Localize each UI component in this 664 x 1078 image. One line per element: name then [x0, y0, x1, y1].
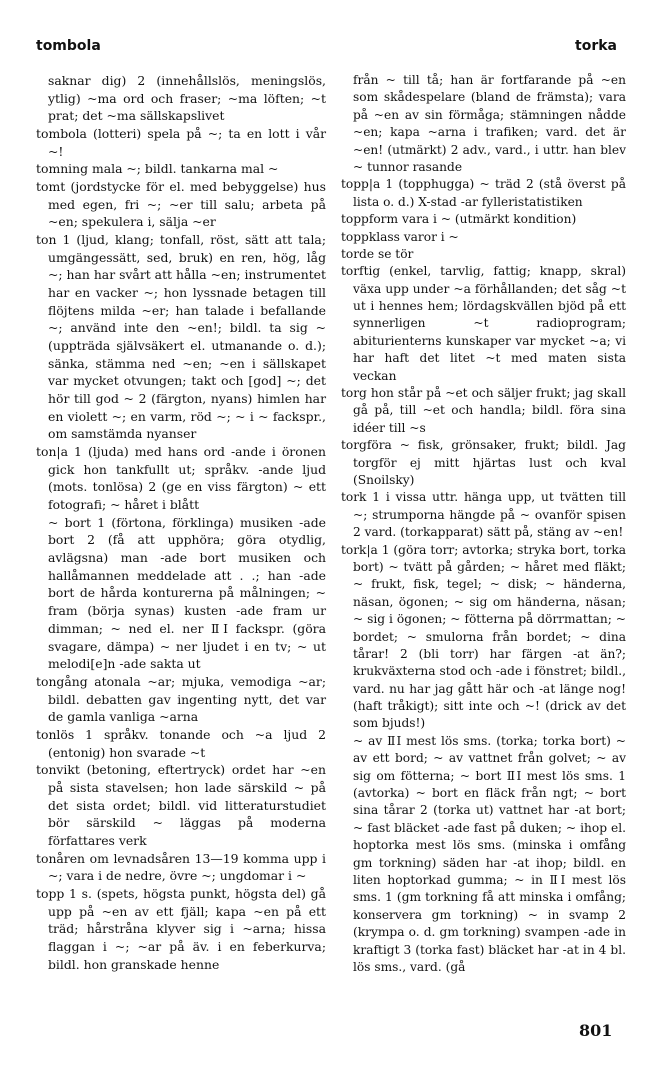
- entry-tonlos: tonlös 1 språkv. tonande och ~a ljud 2 (entonig) hon svarade ~t: [36, 726, 326, 760]
- entry-toppform: toppform vara i ~ (utmärkt kondition): [341, 212, 577, 227]
- entry-torka: tork|a 1 (göra torr; avtorka; stryka bort, torka bort) ~ tvätt på gården; ~ håret med fläkt; ~ frukt, fisk, tegel; ~ disk; ~ händerna, näsan, ögonen; ~ sig om händerna, näsan; ~ sig i ögonen; ~ fötterna på dörrmattan; ~ bordet; ~ smulorna från bordet; ~ dina tårar! 2 (bli torr) har färgen -at än?; krukväxterna stod och -ade i fönstret; bildl., vard. nu har jag gått här och -at länge nog! (haft tråkigt); sitt inte och ~! (drick av det som bjuds!): [341, 542, 626, 731]
- entry-tonvikt: tonvikt (betoning, eftertryck) ordet har ~en på sista stavelsen; hon lade särskild ~ på det sista ordet; bildl. vid litteraturstudiet bör särskild ~ läggas på moderna författares verk: [36, 762, 326, 848]
- entry-continuation: från ~ till tå; han är fortfarande på ~en som skådespelare (bland de främsta); vara på ~en av sin förmåga; stämningen nådde ~en; kapa ~arna i trafiken; vard. det är ~en! (utmärkt) 2 adv., vard., i uttr. han blev ~ tunnor rasande: [353, 73, 626, 174]
- running-head-right: torka: [575, 38, 617, 54]
- left-column: [36, 72, 326, 973]
- entry-toppklass: toppklass varor i ~: [341, 229, 459, 244]
- entry-torde: torde se tör: [341, 246, 414, 261]
- running-head-left: tombola: [36, 38, 101, 54]
- entry-tona: ton|a 1 (ljuda) med hans ord -ande i öronen gick hon tankfullt ut; språkv. -ande ljud (mots. tonlösa) 2 (ge en viss färgton) ~ ett fotografi; ~ håret i blått: [36, 444, 326, 513]
- page-number: 801: [579, 1021, 613, 1040]
- entry-toppa: topp|a 1 (topphugga) ~ träd 2 (stå överst på lista o. d.) X-stad -ar fylleristatistiken: [341, 177, 626, 209]
- right-column: [341, 72, 626, 976]
- entry-tongang: tongång atonala ~ar; mjuka, vemodiga ~ar; bildl. debatten gav ingenting nytt, det var de gamla vanliga ~arna: [36, 673, 326, 725]
- entry-torg: torg hon står på ~et och säljer frukt; jag skall gå på, till ~et och handla; bildl. föra sina idéer till ~s: [341, 386, 626, 435]
- entry-tonaren: tonåren om levnadsåren 13—19 komma upp i ~; vara i de nedre, övre ~; ungdomar i ~: [36, 850, 326, 884]
- entry-continuation: saknar dig) 2 (innehållslös, meningslös, ytlig) ~ma ord och fraser; ~ma löften; ~t prat; det ~ma sällskapslivet: [48, 73, 326, 124]
- entry-torka-particles: ~ av ⅡI mest lös sms. (torka; torka bort) ~ av ett bord; ~ av vattnet från golvet; ~ av sig om fötterna; ~ bort ⅡI mest lös sms. 1 (avtorka) ~ bort en fläck från ngt; ~ bort sina tårar 2 (torka ut) vattnet har -at bort; ~ fast bläcket -ade fast på duken; ~ ihop el. hoptorka mest lös sms. (minska i omfång gm torkning) säden har -at ihop; bildl. en liten hoptorkad gumma; ~ in ⅡI mest lös sms. 1 (gm torkning få att minska i omfång; konservera gm torkning) ~ in svamp 2 (krympa o. d. gm torkning) svampen -ade in kraftigt 3 (torka fast) bläcket har -at in 4 bl. lös sms., vard. (gå: [353, 733, 626, 974]
- entry-tombola: tombola (lotteri) spela på ~; ta en lott i vår ~!: [36, 126, 326, 159]
- entry-tomt: tomt (jordstycke för el. med bebyggelse) hus med egen, fri ~; ~er till salu; arbeta på ~en; spekulera i, sälja ~er: [36, 179, 326, 230]
- entry-torftig: torftig (enkel, tarvlig, fattig; knapp, skral) växa upp under ~a förhållanden; det såg ~t ut i hennes hem; lördagskvällen bjöd på ett synnerligen ~t radioprogram; abiturienterns kunskaper var mycket ~a; vi har haft det litet ~t med maten sista veckan: [341, 264, 626, 383]
- entry-tona-particles: ~ bort 1 (förtona, förklinga) musiken -ade bort 2 (få att upphöra; göra otydlig, avlägsna) man -ade bort musiken och hallåmannen meddelade att . .; han -ade bort de hårda konturerna på målningen; ~ fram (börja synas) kusten -ade fram ur dimman; ~ ned el. ner ⅡI fackspr. (göra svagare, dämpa) ~ ner ljudet i en tv; ~ ut melodi[e]n -ade sakta ut: [48, 514, 326, 672]
- entry-ton: ton 1 (ljud, klang; tonfall, röst, sätt att tala; umgängessätt, sed, bruk) en ren, hög, låg ~; han har svårt att hålla ~en; instrumentet har en vacker ~; hon lyssnade betagen till flöjtens milda ~er; han talade i befallande ~; använd inte den ~en!; bildl. ta sig ~ (uppträda självsäkert el. utmanande o. d.); sänka, stämma ned ~en; ~en i sällskapet var mycket otvungen; takt och [god] ~; det hör till god ~ 2 (färgton, nyans) himlen har en violett ~; en varm, röd ~; ~ i ~ fackspr., om samstämda nyanser: [36, 232, 326, 442]
- entry-tork: tork 1 i vissa uttr. hänga upp, ut tvätten till ~; strumporna hängde på ~ ovanför spisen 2 vard. (torkapparat) sätt på, stäng av ~en!: [341, 490, 626, 540]
- entry-tomning: tomning mala ~; bildl. tankarna mal ~: [36, 161, 279, 177]
- entry-torgfora: torgföra ~ fisk, grönsaker, frukt; bildl. Jag torgför ej mitt hjärtas lust och kval (Snoilsky): [341, 438, 626, 487]
- entry-topp: topp 1 s. (spets, högsta punkt, högsta del) gå upp på ~en av ett fjäll; kapa ~en på ett träd; hårstråna klyver sig i ~arna; hissa flaggan i ~; ~ar på äv. i en feberkurva; bildl. hon granskade henne: [36, 885, 326, 972]
